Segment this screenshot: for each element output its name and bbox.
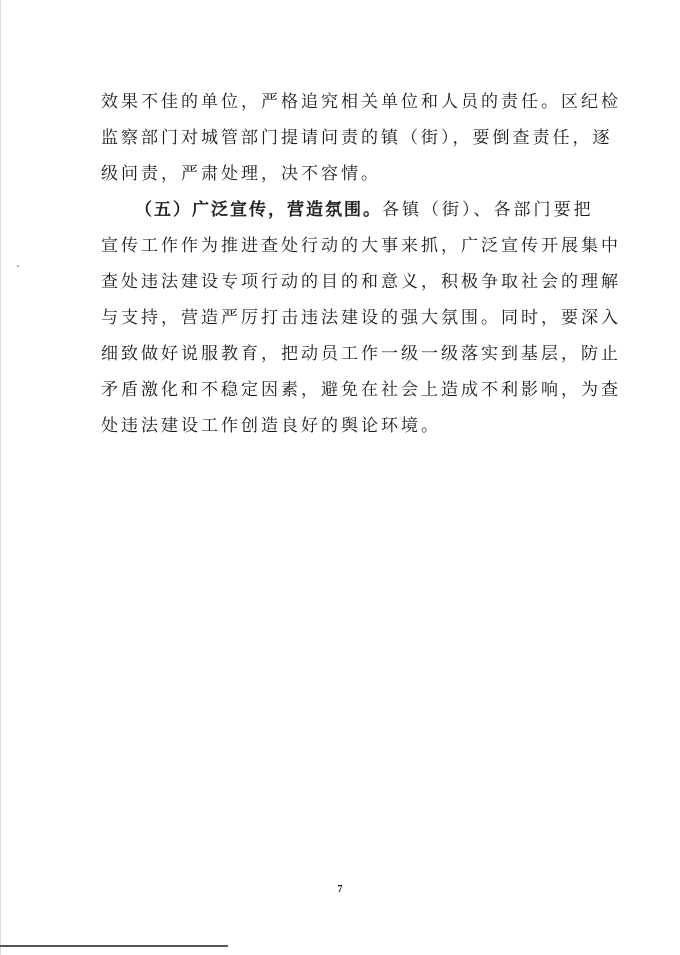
scan-speck [17,265,19,267]
text-line: 矛盾激化和不稳定因素，避免在社会上造成不利影响，为查 [101,380,621,400]
section-heading: （五）广泛宣传，营造氛围。 [135,200,382,220]
text-line: 级问责，严肃处理，决不容情。 [101,164,381,184]
text-line: 效果不佳的单位，严格追究相关单位和人员的责任。区纪检 [101,92,621,112]
text-span: 各镇（街）、各部门要把 [382,200,594,220]
scan-edge [0,0,1,955]
text-line: 宣传工作作为推进查处行动的大事来抓，广泛宣传开展集中 [101,236,621,256]
paragraph-accountability [101,84,621,192]
text-line: 监察部门对城管部门提请问责的镇（街），要倒查责任，逐 [101,128,613,148]
text-line [101,192,594,228]
text-line: 与支持，营造严厉打击违法建设的强大氛围。同时，要深入 [101,308,621,328]
body-text [101,84,621,444]
page-number: 7 [337,884,343,895]
text-line: 处违法建设工作创造良好的舆论环境。 [101,416,441,436]
text-line: 查处违法建设专项行动的目的和意义，积极争取社会的理解 [101,272,621,292]
paragraph-publicity [101,192,621,444]
text-line: 细致做好说服教育，把动员工作一级一级落实到基层，防止 [101,344,621,364]
footer-rule [0,945,228,947]
